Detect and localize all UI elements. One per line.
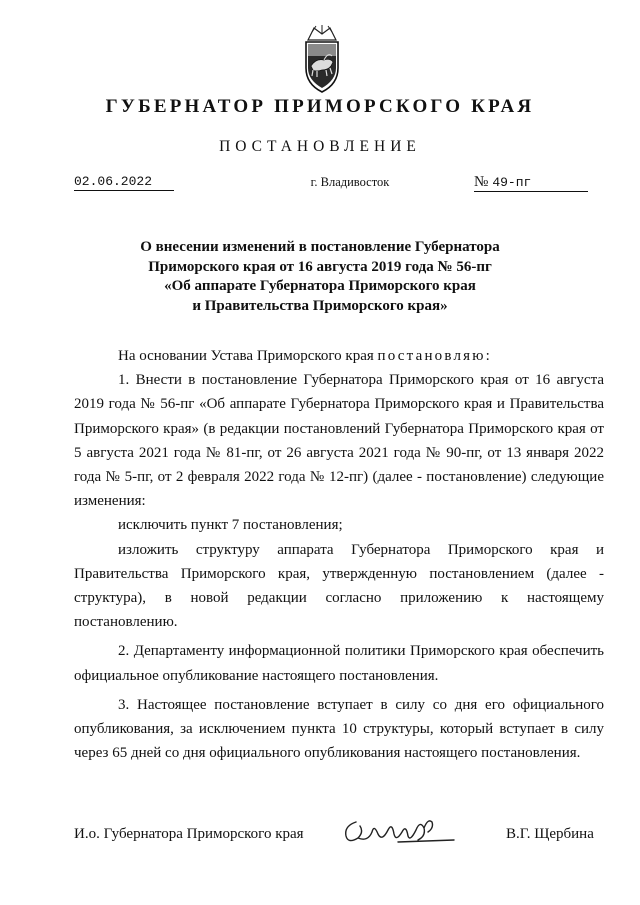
issuing-authority: ГУБЕРНАТОР ПРИМОРСКОГО КРАЯ [105, 96, 535, 117]
document-title [100, 238, 540, 316]
title-line: и Правительства Приморского края» [192, 297, 448, 314]
document-type: ПОСТАНОВЛЕНИЕ [219, 138, 421, 155]
coat-of-arms-icon [302, 22, 342, 94]
document-body [74, 344, 604, 765]
number-sign: № [474, 174, 489, 190]
paragraph-1-item-a: исключить пункт 7 постановления; [118, 517, 343, 534]
paragraph-1: 1. Внести в постановление Губернатора Приморского края от 16 августа 2019 года № 56-пг «Об аппарате Губернатора Приморского края и Правительства Приморского края» (в редакции постановлений Губернатора Приморского края от 5 августа 2021 года № 81-пг, от 26 августа 2021 года № 90-пг, от 13 января 2022 года № 5-пг, от 2 февраля 2022 года № 12-пг) (далее - постановление) следующие изменения: [74, 372, 604, 510]
document-number: 49-пг [492, 175, 532, 190]
document-date: 02.06.2022 [74, 174, 174, 191]
signatory-position: И.о. Губернатора Приморского края [74, 826, 304, 842]
preamble-resolution: постановляю [377, 348, 486, 364]
signatory-name: В.Г. Щербина [506, 826, 594, 842]
paragraph-1-item-b: изложить структуру аппарата Губернатора Приморского края и Правительства Приморского края, утвержденную постановлением (далее - структура), в новой редакции согласно приложению к настоящему постановлению. [74, 541, 604, 631]
title-line: О внесении изменений в постановление Губернатора [140, 239, 500, 255]
handwritten-signature [338, 812, 458, 852]
document-number-field [474, 174, 588, 192]
document-city: г. Владивосток [310, 175, 390, 189]
title-line: Приморского края от 16 августа 2019 года № 56-пг [148, 258, 492, 275]
paragraph-3: 3. Настоящее постановление вступает в силу со дня его официального опубликования, за исключением пункта 10 структуры, который вступает в силу через 65 дней со дня официального опубликования настоящего постановления. [74, 696, 604, 762]
title-line: «Об аппарате Губернатора Приморского края [164, 278, 476, 294]
preamble: На основании Устава Приморского края постановляю: [118, 348, 490, 364]
paragraph-2: 2. Департаменту информационной политики Приморского края обеспечить официальное опубликование настоящего постановления. [74, 643, 604, 684]
